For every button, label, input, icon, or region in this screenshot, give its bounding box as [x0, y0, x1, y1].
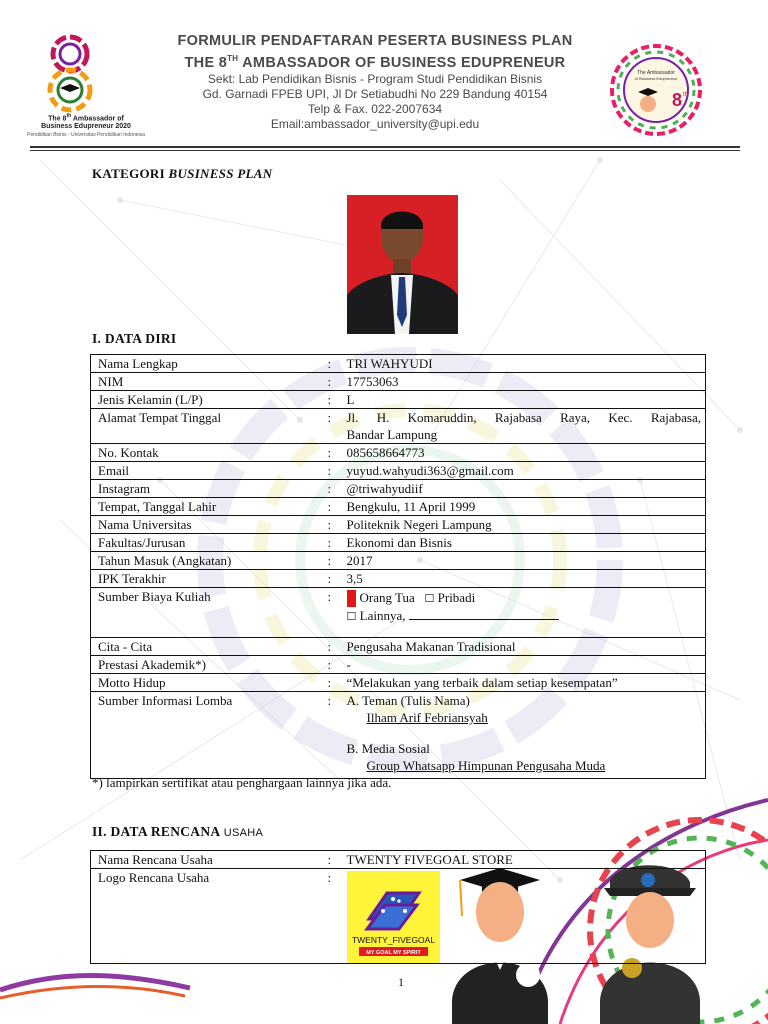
- personal-data-table: [90, 354, 706, 779]
- table-row: Tempat, Tanggal Lahir : Bengkulu, 11 April 1999: [91, 498, 706, 516]
- motto-value: “Melakukan yang terbaik dalam setiap kesempatan”: [340, 674, 706, 692]
- event-title: THE 8TH AMBASSADOR OF BUSINESS EDUPRENEUR: [184, 54, 566, 71]
- address-line: Gd. Garnadi FPEB UPI, Jl Dr Setiabudhi No 229 Bandung 40154: [202, 86, 548, 101]
- university-value: Politeknik Negeri Lampung: [340, 516, 706, 534]
- table-row: Nama Rencana Usaha : TWENTY FIVEGOAL STORE: [91, 851, 706, 869]
- table-row: Nama Lengkap : TRI WAHYUDI: [91, 355, 706, 373]
- lainnya-blank: [409, 607, 559, 620]
- table-row: NIM : 17753063: [91, 373, 706, 391]
- email-value: yuyud.wahyudi363@gmail.com: [340, 462, 706, 480]
- gpa-value: 3,5: [340, 570, 706, 588]
- footnote: *) lampirkan sertifikat atau penghargaan lainnya jika ada.: [92, 775, 392, 790]
- table-row: Sumber Biaya Kuliah : Orang Tua ☐ Pribadi ☐ Lainnya,: [91, 588, 706, 638]
- table-row: Fakultas/Jurusan : Ekonomi dan Bisnis: [91, 534, 706, 552]
- aspiration-value: Pengusaha Makanan Tradisional: [340, 638, 706, 656]
- checkbox-pribadi[interactable]: ☐: [424, 592, 435, 605]
- table-row: Prestasi Akademik*) : -: [91, 656, 706, 674]
- gender-value: L: [340, 391, 706, 409]
- section-data-diri-title: I. DATA DIRI: [92, 331, 177, 346]
- section-data-rencana-title: II. DATA RENCANA USAHA: [92, 824, 264, 839]
- category-heading: KATEGORI BUSINESS PLAN: [92, 166, 273, 181]
- table-row: No. Kontak : 085658664773: [91, 444, 706, 462]
- svg-text:th: th: [683, 92, 689, 98]
- business-plan-table: [90, 850, 706, 964]
- table-row: Nama Universitas : Politeknik Negeri Lampung: [91, 516, 706, 534]
- business-name-value: TWENTY FIVEGOAL STORE: [340, 851, 706, 869]
- phone-line: Telp & Fax. 022-2007634: [307, 101, 443, 116]
- table-row: Email : yuyud.wahyudi363@gmail.com: [91, 462, 706, 480]
- tuition-source-options: Orang Tua ☐ Pribadi ☐ Lainnya,: [340, 588, 706, 638]
- logo-brand-text: TWENTY_FIVEGOAL: [351, 935, 435, 945]
- nim-value: 17753063: [340, 373, 706, 391]
- svg-text:The Ambassador: The Ambassador: [637, 70, 675, 76]
- table-row: Tahun Masuk (Angkatan) : 2017: [91, 552, 706, 570]
- applicant-photo: [347, 195, 458, 334]
- checkbox-lainnya[interactable]: ☐: [346, 610, 357, 623]
- table-row: Jenis Kelamin (L/P) : L: [91, 391, 706, 409]
- year-value: 2017: [340, 552, 706, 570]
- logo-left-caption: The 8th Ambassador of Business Edupreneur 2020 Pendidikan Bisnis - Universitas Pendidikan Indonesia: [27, 113, 145, 139]
- email-line: Email:ambassador_university@upi.edu: [270, 116, 480, 131]
- form-title: FORMULIR PENDAFTARAN PESERTA BUSINESS PLAN: [177, 33, 573, 49]
- secretariat-line: Sekt: Lab Pendidikan Bisnis - Program Studi Pendidikan Bisnis: [207, 71, 543, 86]
- birth-value: Bengkulu, 11 April 1999: [340, 498, 706, 516]
- faculty-value: Ekonomi dan Bisnis: [340, 534, 706, 552]
- page-number: 1: [398, 975, 404, 989]
- full-name-value: TRI WAHYUDI: [340, 355, 706, 373]
- info-source-value: A. Teman (Tulis Nama) Ilham Arif Febriansyah B. Media Sosial Group Whatsapp Himpunan Pengusaha Muda: [340, 692, 706, 779]
- instagram-value: @triwahyudiif: [340, 480, 706, 498]
- table-row: IPK Terakhir : 3,5: [91, 570, 706, 588]
- contact-value: 085658664773: [340, 444, 706, 462]
- svg-text:8: 8: [672, 90, 683, 110]
- table-row: Logo Rencana Usaha : TWENTY_FIVEGOAL MY GOAL MY SPIRIT: [91, 869, 706, 964]
- address-value: Jl. H. Komaruddin, Rajabasa Raya, Kec. Rajabasa, Bandar Lampung: [340, 409, 706, 444]
- row-label: Nama Lengkap: [91, 355, 322, 373]
- table-row: Cita - Cita : Pengusaha Makanan Tradisional: [91, 638, 706, 656]
- business-logo-cell: [340, 869, 706, 964]
- logo-tagline-text: MY GOAL MY SPIRIT: [365, 950, 421, 956]
- twenty-fivegoal-logo: [347, 871, 440, 963]
- checkbox-orang-tua-checked[interactable]: [347, 590, 356, 607]
- svg-text:of Business Edupreneur: of Business Edupreneur: [634, 76, 678, 81]
- table-row: Motto Hidup : “Melakukan yang terbaik dalam setiap kesempatan”: [91, 674, 706, 692]
- table-row: Sumber Informasi Lomba : A. Teman (Tulis Nama) Ilham Arif Febriansyah B. Media Sosial Group Whatsapp Himpunan Pengusaha Muda: [91, 692, 706, 779]
- table-row: Instagram : @triwahyudiif: [91, 480, 706, 498]
- table-row: Alamat Tempat Tinggal : Jl. H. Komaruddin, Rajabasa Raya, Kec. Rajabasa, Bandar Lampung: [91, 409, 706, 444]
- achievement-value: -: [340, 656, 706, 674]
